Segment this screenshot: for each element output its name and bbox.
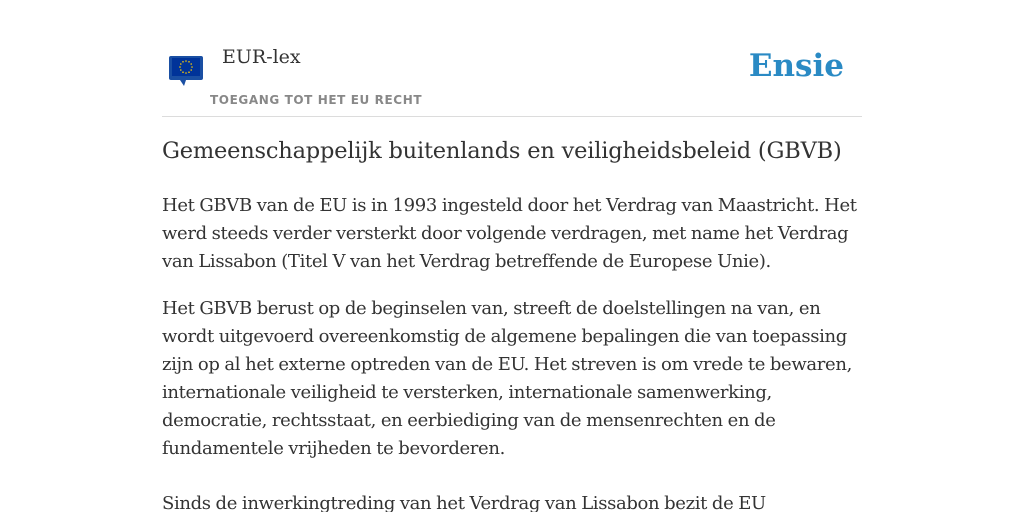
- eu-flag-icon: [168, 55, 204, 89]
- eu-star: [188, 61, 190, 63]
- eu-star: [190, 63, 192, 65]
- eu-star: [191, 66, 193, 68]
- site-logo-link[interactable]: Ensie: [748, 48, 844, 84]
- eu-star: [185, 60, 187, 62]
- paragraph: Het GBVB van de EU is in 1993 ingesteld door het Verdrag van Maastricht. Het werd steeds verder versterkt door volgende verdragen, met name het Verdrag van Lissabon (Titel V van het Verdrag betreffende de Europese Unie).: [162, 195, 857, 272]
- eu-star: [190, 69, 192, 71]
- eu-star: [179, 66, 181, 68]
- paragraph: Sinds de inwerkingtreding van het Verdrag van Lissabon bezit de EU: [162, 493, 766, 512]
- eu-star: [182, 61, 184, 63]
- page-title: Gemeenschappelijk buitenlands en veiligheidsbeleid (GBVB): [162, 138, 842, 164]
- eu-star: [185, 72, 187, 74]
- page: [162, 0, 862, 512]
- eu-star: [180, 69, 182, 71]
- paragraph: Het GBVB berust op de beginselen van, streeft de doelstellingen na van, en wordt uitgevoerd overeenkomstig de algemene bepalingen die van toepassing zijn op al het externe optreden van de EU. Het streven is om vrede te bewaren, internationale veiligheid te versterken, internationale samenwerking, democratie, rechtsstaat, en eerbiediging van de mensenrechten en de fundamentele vrijheden te bevorderen.: [162, 298, 852, 459]
- header: [162, 0, 862, 117]
- brand-name: EUR-lex: [222, 46, 301, 68]
- eu-star: [180, 63, 182, 65]
- eu-star: [188, 71, 190, 73]
- brand-tagline: TOEGANG TOT HET EU RECHT: [210, 93, 423, 107]
- eu-star: [182, 71, 184, 73]
